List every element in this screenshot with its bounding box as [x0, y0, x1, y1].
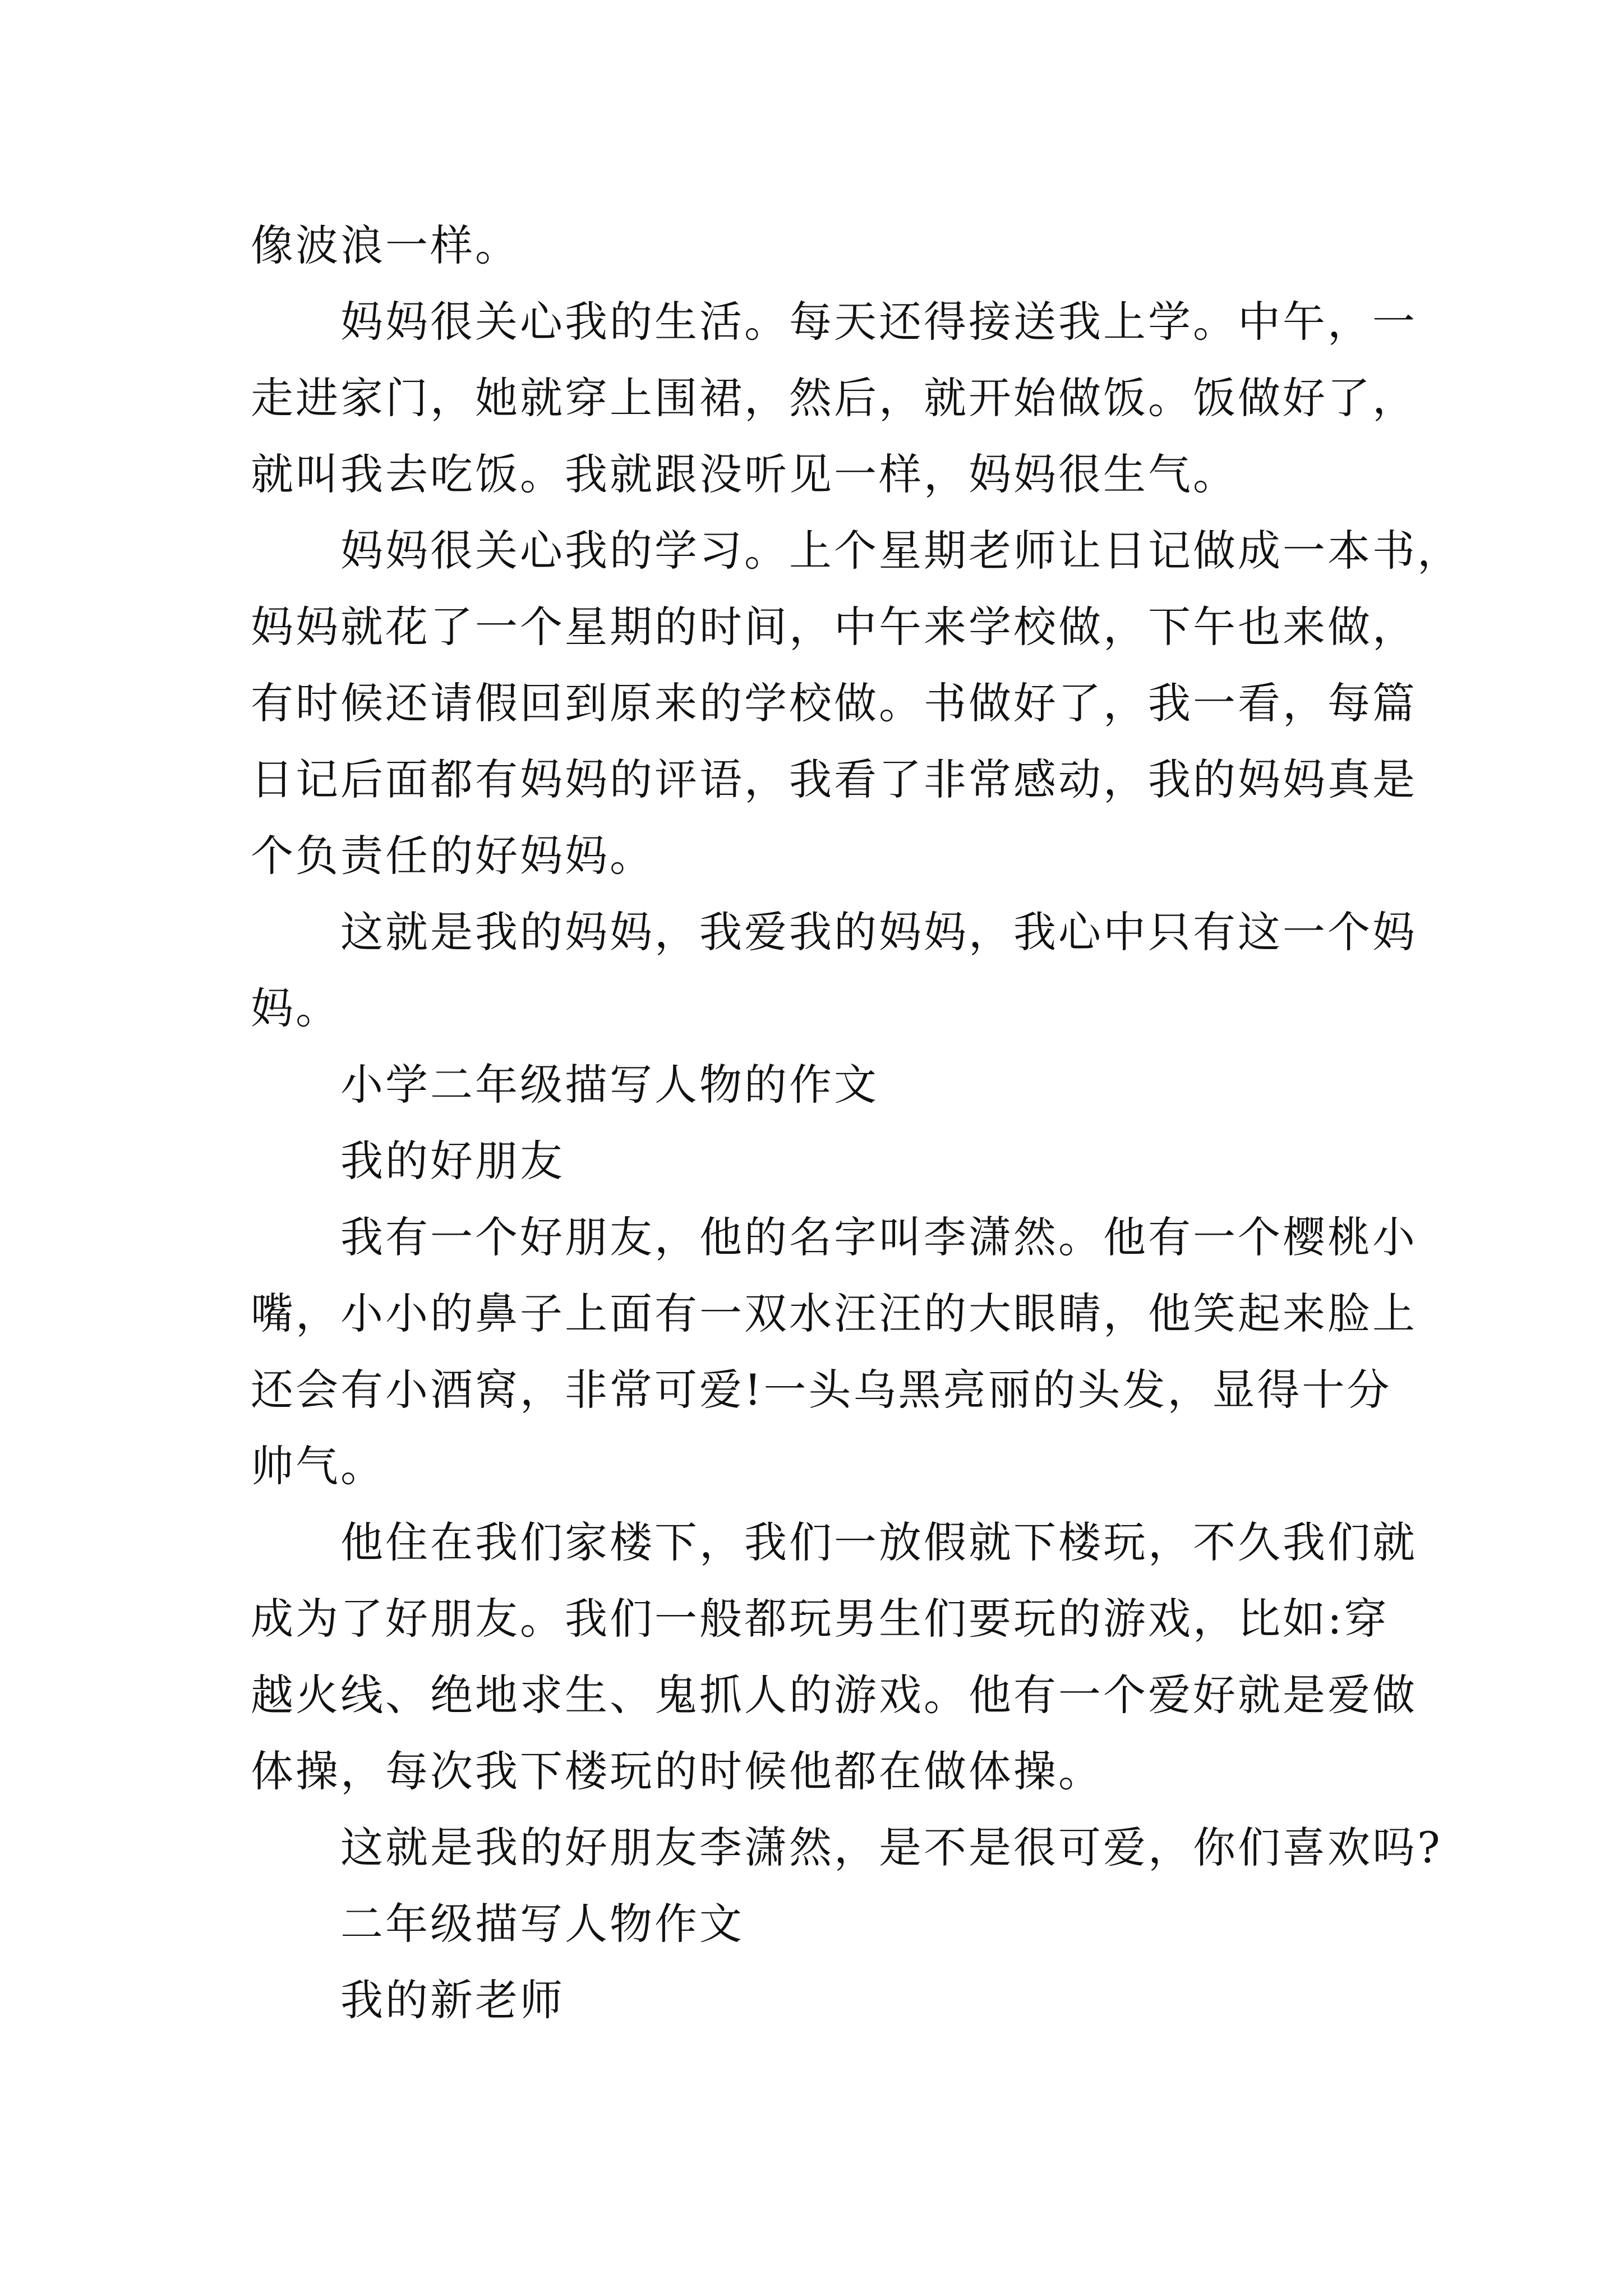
document-body [251, 208, 1462, 2039]
text-line: 帅气。 [251, 1441, 385, 1491]
text-line: 就叫我去吃饭。我就跟没听见一样，妈妈很生气。 [251, 449, 1238, 499]
essay-title: 我的新老师 [340, 1975, 565, 2025]
text-line: 妈妈很关心我的学习。上个星期老师让日记做成一本书， [340, 526, 1462, 576]
text-line: 体操，每次我下楼玩的时候他都在做体操。 [251, 1746, 1103, 1796]
section-title: 二年级描写人物作文 [340, 1899, 744, 1949]
text-line: 像波浪一样。 [251, 220, 520, 270]
text-line: 走进家门，她就穿上围裙，然后，就开始做饭。饭做好了， [251, 373, 1417, 423]
text-line: 他住在我们家楼下，我们一放假就下楼玩，不久我们就 [340, 1517, 1417, 1567]
text-line: 这就是我的好朋友李潇然，是不是很可爱，你们喜欢吗? [340, 1823, 1442, 1872]
text-line: 妈妈就花了一个星期的时间，中午来学校做，下午也来做， [251, 602, 1417, 652]
text-line: 妈。 [251, 983, 340, 1033]
text-line: 嘴，小小的鼻子上面有一双水汪汪的大眼睛，他笑起来脸上 [251, 1289, 1417, 1338]
text-line: 日记后面都有妈妈的评语，我看了非常感动，我的妈妈真是 [251, 754, 1417, 804]
section-title: 小学二年级描写人物的作文 [340, 1060, 879, 1110]
text-line: 还会有小酒窝，非常可爱!一头乌黑亮丽的头发，显得十分 [251, 1365, 1392, 1415]
text-line: 个负责任的好妈妈。 [251, 831, 654, 881]
text-line: 我有一个好朋友，他的名字叫李潇然。他有一个樱桃小 [340, 1212, 1417, 1262]
text-line: 有时候还请假回到原来的学校做。书做好了，我一看，每篇 [251, 678, 1417, 728]
text-line: 这就是我的妈妈，我爱我的妈妈，我心中只有这一个妈 [340, 907, 1417, 957]
text-line: 成为了好朋友。我们一般都玩男生们要玩的游戏，比如:穿 [251, 1594, 1389, 1644]
text-line: 妈妈很关心我的生活。每天还得接送我上学。中午，一 [340, 297, 1417, 347]
essay-title: 我的好朋友 [340, 1136, 565, 1186]
text-line: 越火线、绝地求生、鬼抓人的游戏。他有一个爱好就是爱做 [251, 1670, 1417, 1720]
